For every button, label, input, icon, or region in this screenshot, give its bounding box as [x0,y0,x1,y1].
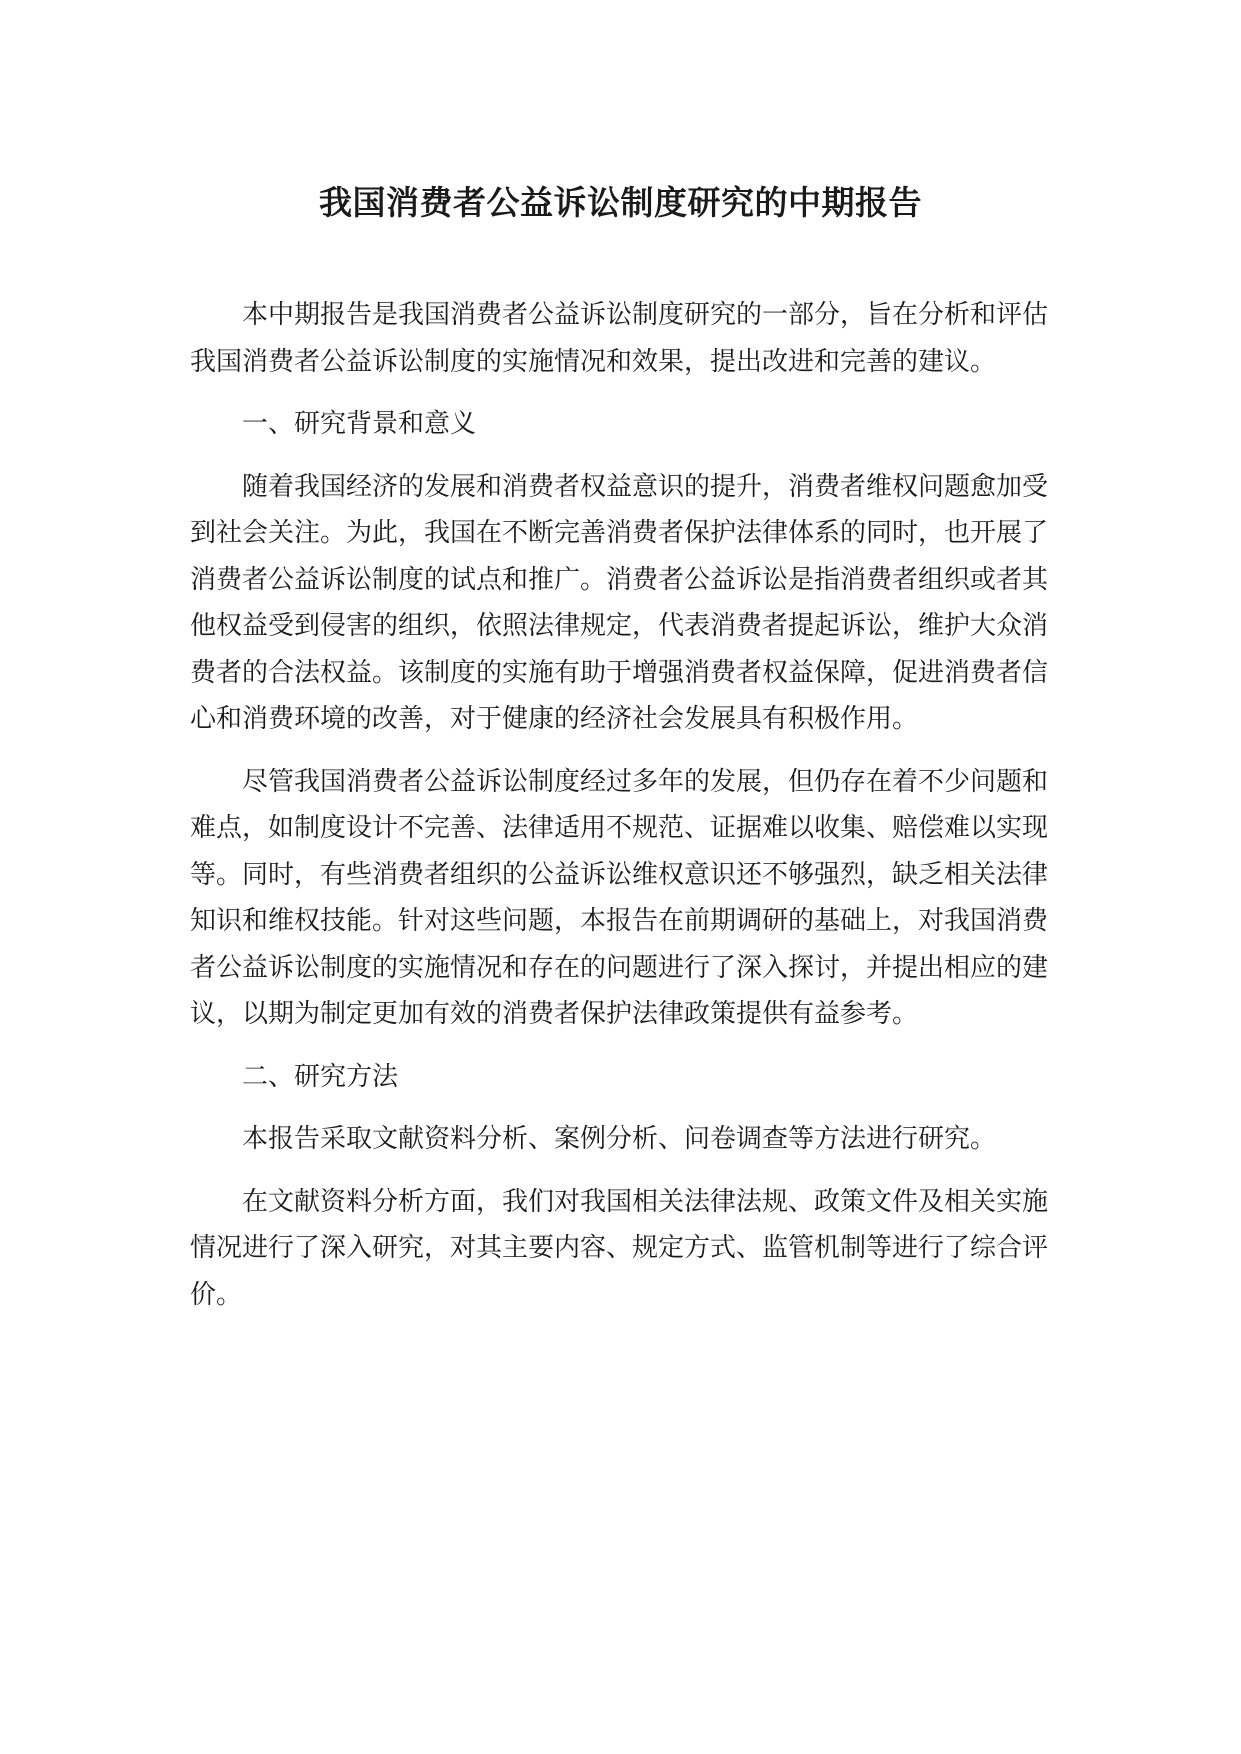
methods-paragraph-1: 本报告采取文献资料分析、案例分析、问卷调查等方法进行研究。 [242,1124,997,1154]
section-heading-background: 一、研究背景和意义 [242,409,477,439]
document-body [190,292,1048,1334]
document-title: 我国消费者公益诉讼制度研究的中期报告 [319,183,922,222]
section-heading-methods: 二、研究方法 [242,1061,399,1092]
methods-paragraph-2: 在文献资料分析方面，我们对我国相关法律法规、政策文件及相关实施情况进行了深入研究，对其主要内容、规定方式、监管机制等进行了综合评价。 [190,1186,1049,1310]
intro-paragraph: 本中期报告是我国消费者公益诉讼制度研究的一部分，旨在分析和评估我国消费者公益诉讼制度的实施情况和效果，提出改进和完善的建议。 [190,300,1049,377]
background-paragraph-1: 随着我国经济的发展和消费者权益意识的提升，消费者维权问题愈加受到社会关注。为此，我国在不断完善消费者保护法律体系的同时，也开展了消费者公益诉讼制度的试点和推广。消费者公益诉讼是指消费者组织或者其他权益受到侵害的组织，依照法律规定，代表消费者提起诉讼，维护大众消费者的合法权益。该制度的实施有助于增强消费者权益保障，促进消费者信心和消费环境的改善，对于健康的经济社会发展具有积极作用。 [190,471,1049,734]
background-paragraph-2: 尽管我国消费者公益诉讼制度经过多年的发展，但仍存在着不少问题和难点，如制度设计不完善、法律适用不规范、证据难以收集、赔偿难以实现等。同时，有些消费者组织的公益诉讼维权意识还不够强烈，缺乏相关法律知识和维权技能。针对这些问题，本报告在前期调研的基础上，对我国消费者公益诉讼制度的实施情况和存在的问题进行了深入探讨，并提出相应的建议，以期为制定更加有效的消费者保护法律政策提供有益参考。 [190,766,1049,1029]
